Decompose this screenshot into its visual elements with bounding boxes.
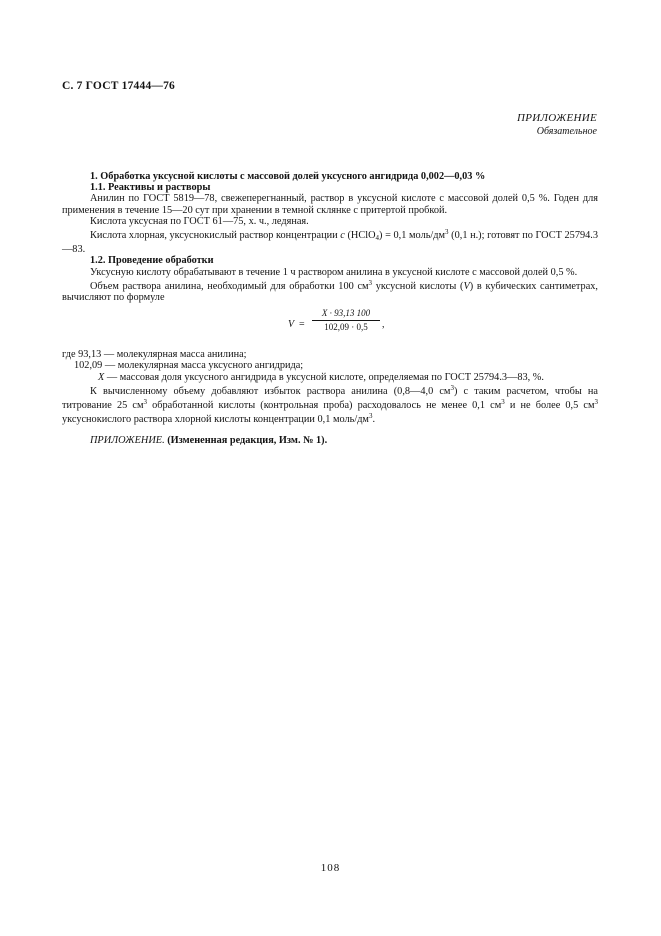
where-line-1: где 93,13 — молекулярная масса анилина; <box>62 349 247 361</box>
paragraph-volume: Объем раствора анилина, необходимый для обработки 100 $см^3$ уксусной кислоты (V) в кубических сантиметрах, вычисляют по формуле <box>62 278 598 304</box>
paragraph-treatment: Уксусную кислоту обрабатывают в течение 1 ч раствором анилина в уксусной кислоте с массовой долей 0,5 %. <box>90 266 578 278</box>
section-heading: 1. Обработка уксусной кислоты с массовой долей уксусного ангидрида 0,002—0,03 % <box>90 171 486 182</box>
amendment-note: ПРИЛОЖЕНИЕ. (Измененная редакция, Изм. № 1). <box>90 435 328 447</box>
formula-fraction <box>312 308 380 333</box>
subsection-heading-procedure: 1.2. Проведение обработки <box>90 255 214 267</box>
formula <box>62 308 598 346</box>
appendix-subtitle: Обязательное <box>536 126 597 137</box>
appendix-label <box>517 112 597 137</box>
subsection-heading-reagents: 1.1. Реактивы и растворы <box>90 182 211 194</box>
page-header: С. 7 ГОСТ 17444—76 <box>62 80 175 92</box>
where-line-3: X — массовая доля уксусного ангидрида в уксусной кислоте, определяемая по ГОСТ 25794.3—83, %. <box>98 371 544 383</box>
formula-lhs: V <box>288 319 295 331</box>
formula-comma: , <box>382 319 385 331</box>
page-number: 108 <box>320 862 341 874</box>
where-line-2: 102,09 — молекулярная масса уксусного ангидрида; <box>74 360 304 372</box>
paragraph-acetic-acid: Кислота уксусная по ГОСТ 61—75, х. ч., ледяная. <box>90 215 309 227</box>
paragraph-aniline: Анилин по ГОСТ 5819—78, свежеперегнанный, раствор в уксусной кислоте с массовой долей 0,5 %. Годен для применения в течение 15—20 сут при хранении в темной склянке с притертой пробкой. <box>62 193 598 216</box>
formula-numerator: X · 93,13 100 <box>312 308 380 321</box>
document-body <box>62 171 598 447</box>
formula-denominator: 102,09 · 0,5 <box>324 322 368 333</box>
paragraph-perchloric-acid: Кислота хлорная, уксуснокислый раствор концентрации c (HClO$_4$) = 0,1 моль/$дм^3$ (0,1 н.); готовят по ГОСТ 25794.3—83. <box>62 228 599 256</box>
formula-equals: = <box>299 319 305 331</box>
appendix-title: ПРИЛОЖЕНИЕ <box>517 112 597 124</box>
paragraph-excess: К вычисленному объему добавляют избыток раствора анилина (0,8—4,0 $см^3$) с таким расчетом, чтобы на титрование 25 $см^3$ обработанной кислоты (контрольная проба) расходовалось не менее 0,1 $см^3$ и не более 0,5 $см^3$ уксуснокислого раствора хлорной кислоты концентрации 0,1 моль/$дм^3$. <box>62 383 598 426</box>
